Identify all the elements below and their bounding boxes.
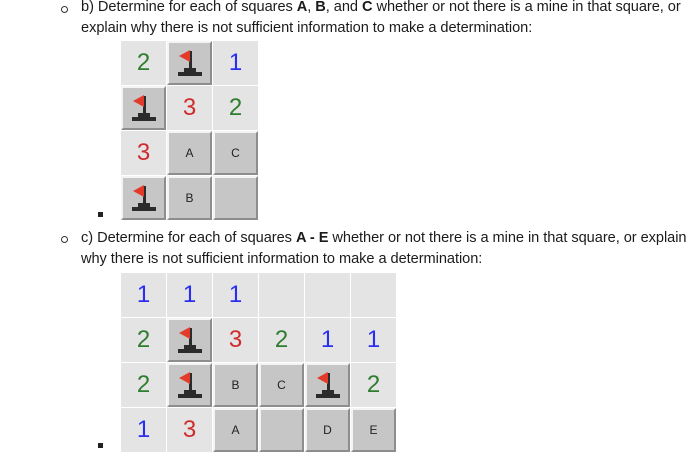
- grid-c-number-cell: [305, 318, 350, 362]
- outline-bullet-b: [61, 6, 68, 13]
- square-label: A: [185, 146, 194, 160]
- grid-c-flag-cell: [167, 318, 212, 362]
- grid-c-square-E: [351, 408, 396, 452]
- grid-c-flag-cell: [167, 363, 212, 407]
- cell-number: 1: [136, 281, 151, 308]
- cell-number: 1: [136, 416, 151, 443]
- grid-c-empty-cell: [305, 273, 350, 317]
- outline-bullet-c: [61, 236, 68, 243]
- grid-c-square-A: [213, 408, 258, 452]
- grid-b-square-C: [213, 131, 258, 175]
- grid-b-square-A: [167, 131, 212, 175]
- square-label: C: [231, 146, 240, 160]
- grid-c-number-cell: [121, 318, 166, 362]
- grid-c-square-B: [213, 363, 258, 407]
- square-label: B: [231, 378, 240, 392]
- cell-number: 1: [228, 281, 243, 308]
- grid-c-number-cell: [351, 363, 396, 407]
- cell-number: 2: [136, 49, 151, 76]
- square-label: B: [185, 191, 194, 205]
- grid-b-square-B: [167, 176, 212, 220]
- flag-icon: [175, 325, 205, 355]
- grid-c-square-D: [305, 408, 350, 452]
- square-label: C: [277, 378, 286, 392]
- grid-b-number-cell: [121, 41, 166, 85]
- question-c-line-1: c) Determine for each of squares A - E whether or not there is a mine in that square, or explain: [81, 230, 687, 246]
- cell-number: 3: [182, 416, 197, 443]
- flag-icon: [129, 183, 159, 213]
- question-c-line-2: why there is not sufficient information to make a determination:: [81, 251, 483, 267]
- question-b-line-2: explain why there is not sufficient information to make a determination:: [81, 20, 533, 36]
- cell-number: 1: [182, 281, 197, 308]
- square-label: D: [323, 423, 332, 437]
- grid-c-number-cell: [167, 273, 212, 317]
- flag-icon: [175, 370, 205, 400]
- minesweeper-grid-c: [121, 273, 396, 452]
- cell-number: 1: [320, 326, 335, 353]
- grid-c-number-cell: [121, 273, 166, 317]
- cell-number: 3: [136, 139, 151, 166]
- grid-c-covered-cell: [259, 408, 304, 452]
- cell-number: 2: [136, 371, 151, 398]
- grid-b-number-cell: [213, 86, 258, 130]
- cell-number: 1: [228, 49, 243, 76]
- question-b-line-1: b) Determine for each of squares A, B, and C whether or not there is a mine in that square, or: [81, 0, 681, 15]
- grid-b-covered-cell: [213, 176, 258, 220]
- grid-c-square-C: [259, 363, 304, 407]
- grid-b-flag-cell: [167, 41, 212, 85]
- grid-c-flag-cell: [305, 363, 350, 407]
- square-label: E: [369, 423, 378, 437]
- cell-number: 3: [182, 94, 197, 121]
- bullet-square-b: [98, 212, 103, 217]
- cell-number: 2: [274, 326, 289, 353]
- grid-c-number-cell: [121, 363, 166, 407]
- grid-c-number-cell: [167, 408, 212, 452]
- cell-number: 3: [228, 326, 243, 353]
- grid-b-flag-cell: [121, 86, 166, 130]
- flag-icon: [313, 370, 343, 400]
- grid-c-number-cell: [213, 273, 258, 317]
- bullet-square-c: [98, 443, 103, 448]
- grid-b-number-cell: [213, 41, 258, 85]
- grid-b-number-cell: [167, 86, 212, 130]
- grid-c-number-cell: [351, 318, 396, 362]
- grid-c-empty-cell: [351, 273, 396, 317]
- minesweeper-grid-b: [121, 41, 258, 220]
- grid-c-number-cell: [213, 318, 258, 362]
- grid-c-empty-cell: [259, 273, 304, 317]
- cell-number: 1: [366, 326, 381, 353]
- cell-number: 2: [228, 94, 243, 121]
- flag-icon: [175, 48, 205, 78]
- flag-icon: [129, 93, 159, 123]
- cell-number: 2: [136, 326, 151, 353]
- grid-b-number-cell: [121, 131, 166, 175]
- grid-c-number-cell: [121, 408, 166, 452]
- grid-b-flag-cell: [121, 176, 166, 220]
- cell-number: 2: [366, 371, 381, 398]
- grid-c-number-cell: [259, 318, 304, 362]
- square-label: A: [231, 423, 240, 437]
